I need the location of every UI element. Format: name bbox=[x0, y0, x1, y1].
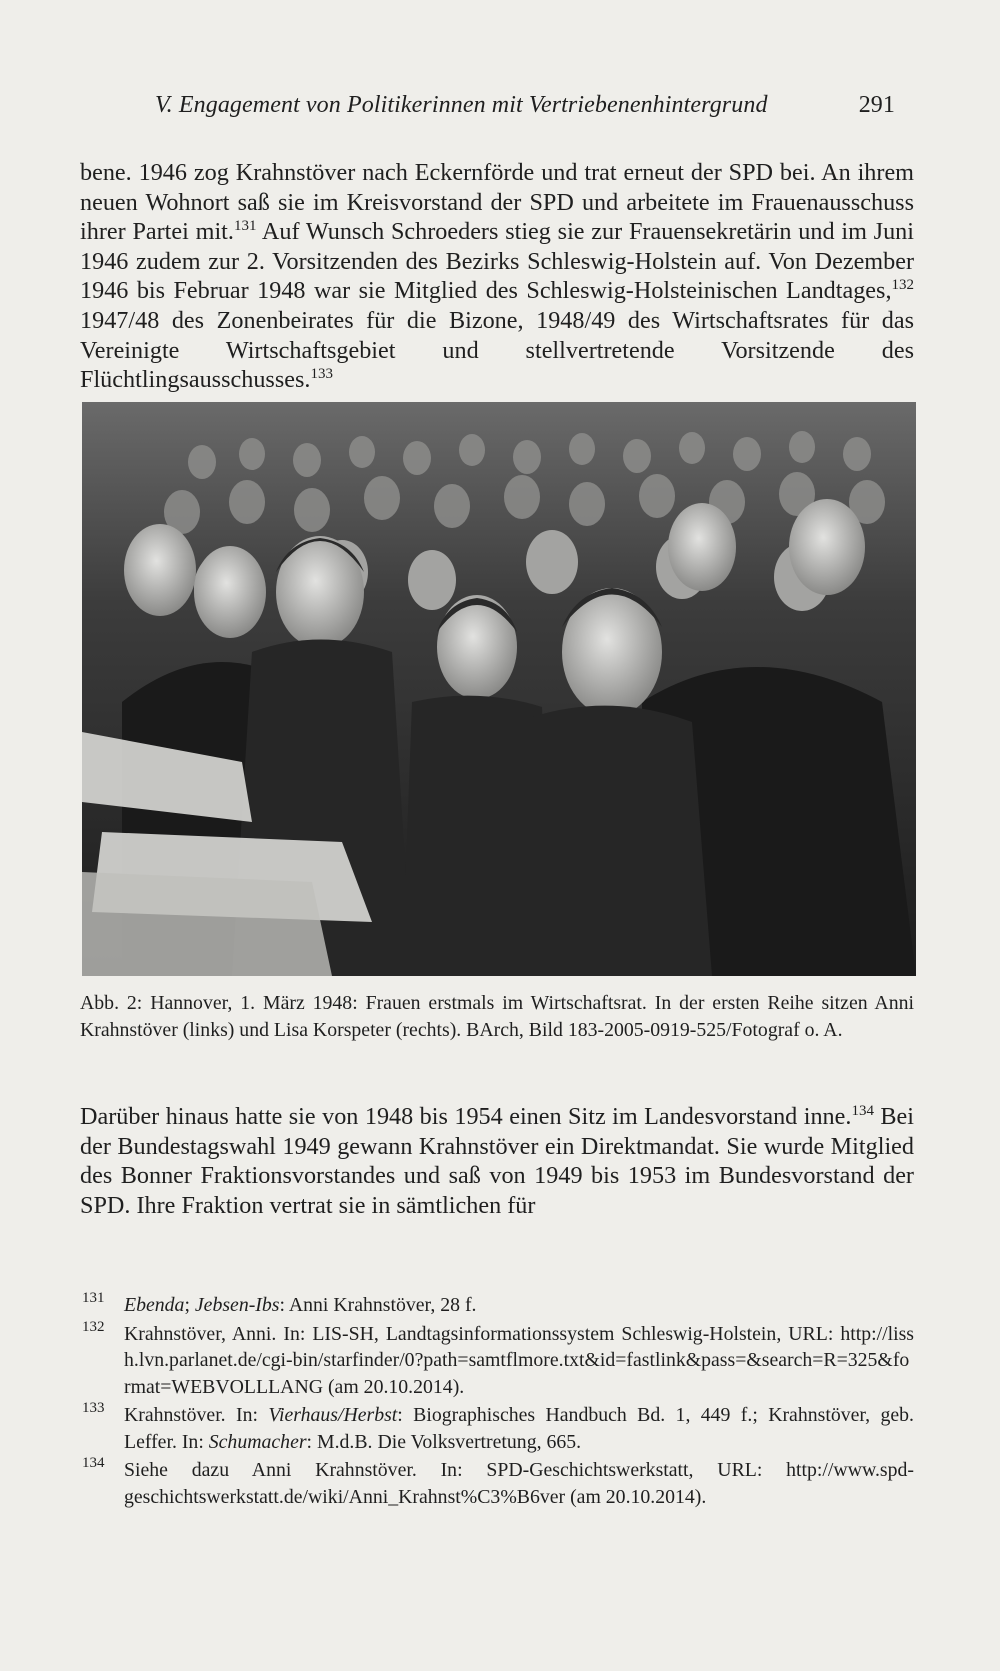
footnote-text: : Biographisches Handbuch Bd. 1, 449 f.; Krahnstöver, geb. Leffer. In: bbox=[124, 1404, 914, 1453]
footnotes bbox=[82, 1292, 914, 1512]
footnote-text: Schumacher bbox=[208, 1430, 307, 1453]
footnote-text: Krahnstöver, Anni. In: LIS-SH, Landtagsinformationssystem Schleswig-Holstein, URL: http://lissh.lvn.parlanet.de/cgi-bin/starfinder/0?path=samtflmore.txt&id=fastlink&pass=&search=R=325&format=WEBVOLLLANG (am 20.10.2014). bbox=[124, 1322, 914, 1398]
footnote-ref[interactable]: 134 bbox=[851, 1102, 874, 1119]
footnote-text: : M.d.B. Die Volksvertretung, 665. bbox=[306, 1430, 582, 1453]
footnote-text: Siehe dazu Anni Krahnstöver. In: SPD-Geschichtswerkstatt, URL: http://www.spd-geschichtswerkstatt.de/wiki/Anni_Krahnst%C3%B6ver (am 20.10.2014). bbox=[124, 1459, 914, 1508]
running-header-title: V. Engagement von Politikerinnen mit Vertriebenenhintergrund bbox=[155, 92, 768, 118]
footnote bbox=[82, 1457, 914, 1510]
footnote-number: 132 bbox=[82, 1318, 105, 1335]
footnote bbox=[82, 1318, 914, 1401]
body-text: Darüber hinaus hatte sie von 1948 bis 1954 einen Sitz im Landesvorstand inne. bbox=[80, 1103, 852, 1130]
running-header bbox=[155, 92, 895, 119]
photo-illustration bbox=[82, 402, 916, 976]
footnote-number: 133 bbox=[82, 1400, 105, 1416]
footnote-text: Krahnstöver. In: bbox=[124, 1404, 269, 1426]
body-text: 1947/48 des Zonenbeirates für die Bizone, 1948/49 des Wirtschaftsrates für das Vereinigte Wirtschaftsgebiet und stellvertretende Vorsitzende des Flüchtlingsausschusses. bbox=[80, 306, 914, 394]
body-text: Auf Wunsch Schroeders stieg sie zur Frauensekretärin und im Juni 1946 zudem zur 2. Vorsitzenden des Bezirks Schleswig-Holstein auf. Von Dezember 1946 bis Februar 1948 war sie Mitglied des Schleswig-Holsteinischen Landtages, bbox=[80, 218, 914, 305]
footnote-text: : Anni Krahnstöver, 28 f. bbox=[279, 1294, 477, 1316]
figure-caption: Abb. 2: Hannover, 1. März 1948: Frauen erstmals im Wirtschaftsrat. In der ersten Reihe sitzen Anni Krahnstöver (links) und Lisa Korspeter (rechts). BArch, Bild 183-2005-0919-525/Fotograf o. A. bbox=[80, 992, 914, 1041]
footnote-text: Jebsen-Ibs bbox=[194, 1294, 280, 1316]
body-text: bene. 1946 zog Krahnstöver nach Eckernförde und trat erneut der SPD bei. An ihrem neuen Wohnort saß sie im Kreisvorstand der SPD und arbeitete im Frauenausschuss ihrer Partei mit. bbox=[80, 159, 914, 246]
footnote bbox=[82, 1402, 914, 1455]
footnote-number: 134 bbox=[82, 1455, 105, 1471]
footnote bbox=[82, 1292, 914, 1319]
body-text: Bei der Bundestagswahl 1949 gewann Krahnstöver ein Direktmandat. Sie wurde Mitglied des Bonner Fraktionsvorstandes und saß von 1949 bis 1953 im Bundesvorstand der SPD. Ihre Fraktion vertrat sie in sämtlichen für bbox=[80, 1103, 914, 1219]
footnote-ref[interactable]: 133 bbox=[310, 366, 333, 383]
footnote-text: ; bbox=[184, 1294, 195, 1316]
historical-photograph bbox=[82, 402, 916, 976]
body-paragraph-1 bbox=[80, 158, 914, 395]
page-number: 291 bbox=[858, 92, 895, 118]
footnote-text: Vierhaus/Herbst bbox=[268, 1404, 398, 1426]
body-paragraph-2 bbox=[80, 1102, 914, 1220]
footnote-text: Ebenda bbox=[124, 1294, 185, 1316]
footnote-number: 131 bbox=[82, 1290, 105, 1306]
footnote-ref[interactable]: 132 bbox=[891, 277, 914, 294]
footnote-ref[interactable]: 131 bbox=[233, 218, 257, 235]
